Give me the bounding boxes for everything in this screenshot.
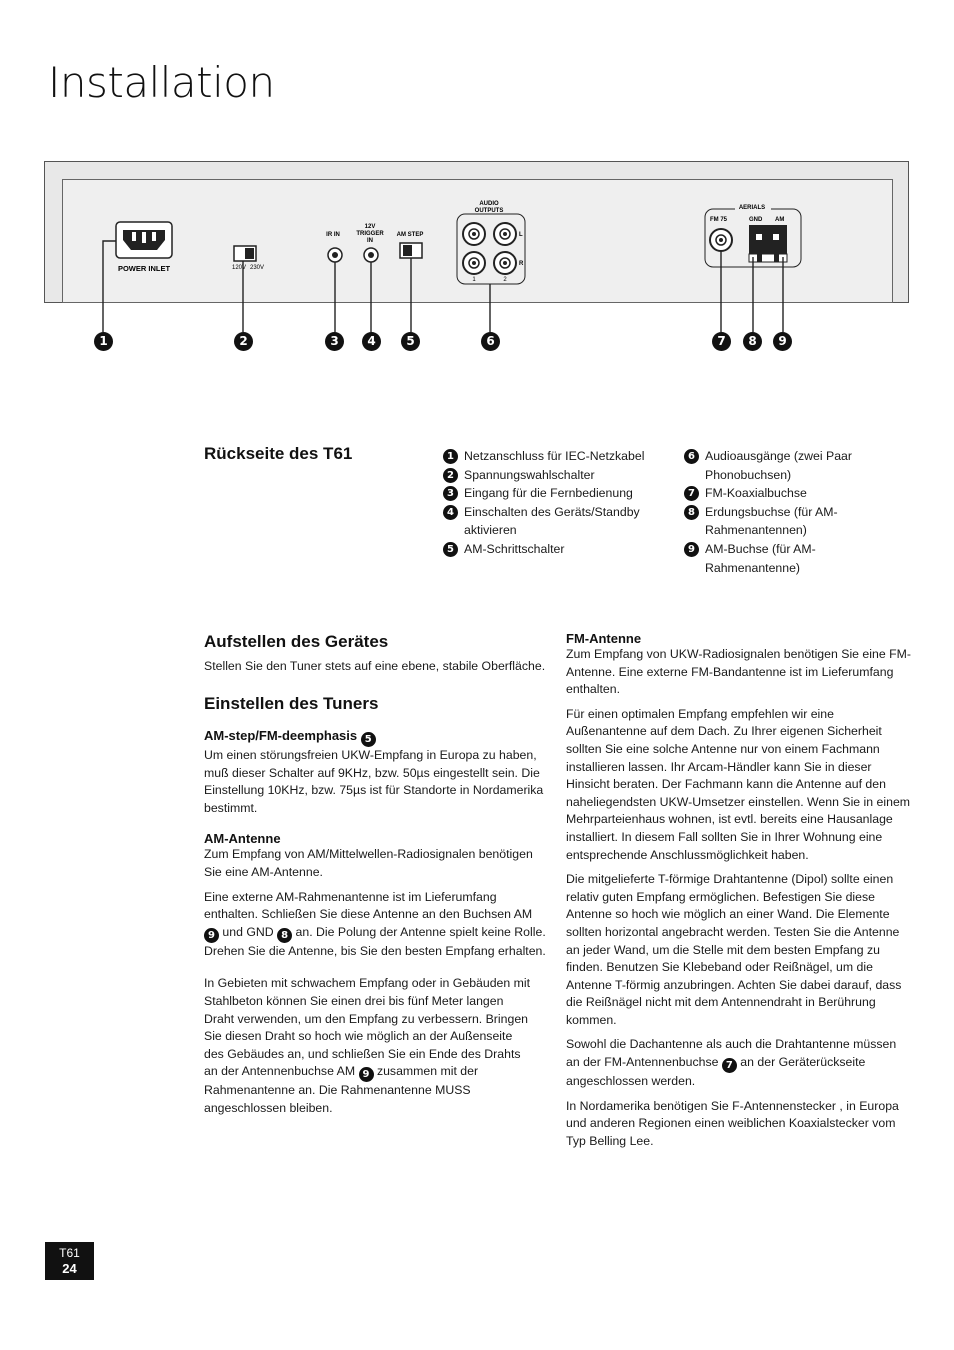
trigger-label-2: TRIGGER [356,231,384,237]
callout-9: 9 [773,332,792,351]
aerials-label: AERIALS [738,205,766,211]
legend-text: Eingang für die Fernbedienung [464,486,633,501]
legend-item [443,503,648,540]
legend-text: Einschalten des Geräts/Standby aktivieren [464,504,640,538]
legend-num: 5 [443,542,458,557]
am-p3a: In Gebieten mit schwachem Empfang oder in Gebäuden mit Stahlbeton können Sie einen drei bis fünf Meter langen Draht verwenden, um den Empfang zu verbessern. Bringen Sie diesen Draht so hoch wie möglich an der Außenseite des Gebäudes an, und schließen Sie ein Ende des Drahts an der Antennenbuchse AM [204,976,531,1079]
legend-text: Erdungsbuchse (für AM-Rahmenantennen) [705,504,838,538]
am-gnd-terminal-icon [749,225,787,262]
am-p2-num2: 8 [277,928,292,943]
am-p2b: und GND [222,924,274,939]
am-antenna-p1: Zum Empfang von AM/Mittelwellen-Radiosignalen benötigen Sie eine AM-Antenne. [204,847,533,879]
legend-item [443,466,648,485]
legend-text: AM-Schrittschalter [464,541,565,556]
voltage-230-label: 230V [250,265,265,271]
gnd-label: GND [749,217,763,223]
legend-num: 4 [443,505,458,520]
am-p2a: Eine externe AM-Rahmenantenne ist im Lieferumfang enthalten. Schließen Sie diese Antenne an den Buchsen AM [204,889,533,922]
callout-3: 3 [325,332,344,351]
fm-coax-jack-icon [710,229,732,251]
ir-in-label: IR IN [326,232,340,238]
legend-item [684,540,910,577]
setup-text: Stellen Sie den Tuner stets auf eine ebene, stabile Oberfläche. [204,659,546,673]
setup-heading: Aufstellen des Gerätes [204,632,389,651]
legend-item [443,484,648,503]
audio-outputs-label-1: AUDIO [479,201,499,207]
amstep-heading-text: AM-step/FM-deemphasis [204,728,358,743]
page-number: 24 [62,1261,77,1276]
legend-item [443,540,648,559]
fm-p1: Zum Empfang von UKW-Radiosignalen benötigen Sie eine FM-Antenne. Eine externe FM-Bandantenne ist im Lieferumfang enthalten. [566,647,911,697]
ir-in-jack-icon [328,248,342,262]
legend-item [684,447,870,484]
power-inlet-label: POWER INLET [117,264,171,273]
legend-text: Audioausgänge (zwei Paar Phonobuchsen) [705,449,852,482]
legend-num: 8 [684,505,699,520]
amstep-heading [204,728,546,747]
legend-text: AM-Buchse (für AM-Rahmenantenne) [705,541,816,575]
fm-p4b: an der Geräterückseite angeschlossen werden. [566,1055,866,1089]
page-title: Installation [48,58,275,107]
legend-left [443,447,648,559]
amstep-text: Um einen störungsfreien UKW-Empfang in Europa zu haben, muß dieser Schalter auf 9KHz, bzw. 50µs eingestellt sein. Die Einstellung 10KHz, bzw. 75µs ist für Standorte in Nordamerika bestimmt. [204,748,544,815]
am-antenna-p3 [204,975,534,1117]
output-1-label: 1 [472,277,476,283]
amstep-num: 5 [361,732,376,747]
page-number-box [45,1242,94,1280]
model-label: T61 [59,1246,80,1260]
am-p3b: zusammen mit der Rahmenantenne an. Die Rahmenantenne MUSS angeschlossen bleiben. [204,1064,479,1115]
audio-outputs-label-2: OUTPUTS [474,208,504,214]
am-step-label: AM STEP [396,232,424,238]
legend-num: 7 [684,486,699,501]
power-inlet-icon [116,222,172,258]
am-step-switch-icon [400,243,422,258]
am-p3-num: 9 [359,1067,374,1082]
trigger-label-1: 12V [364,224,376,230]
legend-item [684,503,870,540]
rear-heading: Rückseite des T61 [204,444,353,463]
callout-4: 4 [362,332,381,351]
fm-column [566,631,911,1150]
legend-num: 2 [443,468,458,483]
callout-1: 1 [94,332,113,351]
callout-7: 7 [712,332,731,351]
legend-text: Netzanschluss für IEC-Netzkabel [464,449,645,463]
callout-6: 6 [481,332,500,351]
am-antenna-heading: AM-Antenne [204,831,281,847]
legend-num: 1 [443,449,458,464]
am-p2c: an. Die Polung der Antenne spielt keine Rolle. Drehen Sie die Antenne, bis Sie den besten Empfang erhalten. [204,924,546,958]
fm-p3: Die mitgelieferte T-förmige Drahtantenne (Dipol) sollte einen relativ guten Empfang ermöglichen. Befestigen Sie diese Antenne so hoch wie möglich an einer Wand. Die Elemente sollten horizontal angebracht werden. Testen Sie die Antenne an jeder Wand, um die Stelle mit dem besten Empfang zu finden. Benutzen Sie Klebeband oder Reißnägel, um die Antenne T-förmig anzubringen. Achten Sie dabei darauf, dass die Reißnägel nicht mit dem Antennendraht in Berührung kommen. [566,872,902,1027]
tuning-column [204,728,546,1118]
fm-p5: In Nordamerika benötigen Sie F-Antennenstecker , in Europa und anderen Regionen einen weiblichen Koaxialstecker vom Typ Belling Lee. [566,1098,899,1148]
legend-num: 9 [684,542,699,557]
callout-8: 8 [743,332,762,351]
fm-p4-num: 7 [722,1058,737,1073]
legend-right [684,447,910,577]
legend-text: FM-Koaxialbuchse [705,486,807,501]
legend-num: 3 [443,486,458,501]
legend-item [684,484,910,503]
am-p2-num1: 9 [204,928,219,943]
legend-item [443,447,648,466]
legend-text: Spannungswahlschalter [464,467,595,482]
am-antenna-p2 [204,889,546,961]
output-2-label: 2 [503,277,507,283]
fm75-label: FM 75 [710,217,728,223]
callout-5: 5 [401,332,420,351]
callout-2: 2 [234,332,253,351]
fm-p4a: Sowohl die Dachantenne als auch die Drahtantenne müssen an der FM-Antennenbuchse [566,1037,897,1070]
voltage-120-label: 120V [232,265,247,271]
fm-p2: Für einen optimalen Empfang empfehlen wir eine Außenantenne auf dem Dach. Zu Ihrer eigenen Sicherheit sollten Sie eine solche Antenne nur von einem Fachmann installieren lassen. Ihr Arcam-Händler kann Sie in dieser Hinsicht beraten. Der Fachmann kann die Antenne auf den naheliegendsten UKW-Umsetzer einstellen. Wenn Sie in einem Mehrparteienhaus wohnen, ist evtl. bereits eine Hausanlage installiert. In diesem Fall sollten Sie in Ihrer Wohnung eine entsprechende Anschlussmöglichkeit haben. [566,706,911,862]
right-channel-label: R [519,261,524,267]
voltage-switch-icon [234,246,256,261]
tuning-heading: Einstellen des Tuners [204,694,379,713]
fm-antenna-heading: FM-Antenne [566,631,642,646]
trigger-label-3: IN [367,238,373,244]
fm-p4 [566,1036,911,1090]
rear-panel-diagram [44,161,910,361]
am-label: AM [775,217,785,223]
trigger-jack-icon [364,248,378,262]
legend-num: 6 [684,449,699,464]
left-channel-label: L [519,232,523,238]
